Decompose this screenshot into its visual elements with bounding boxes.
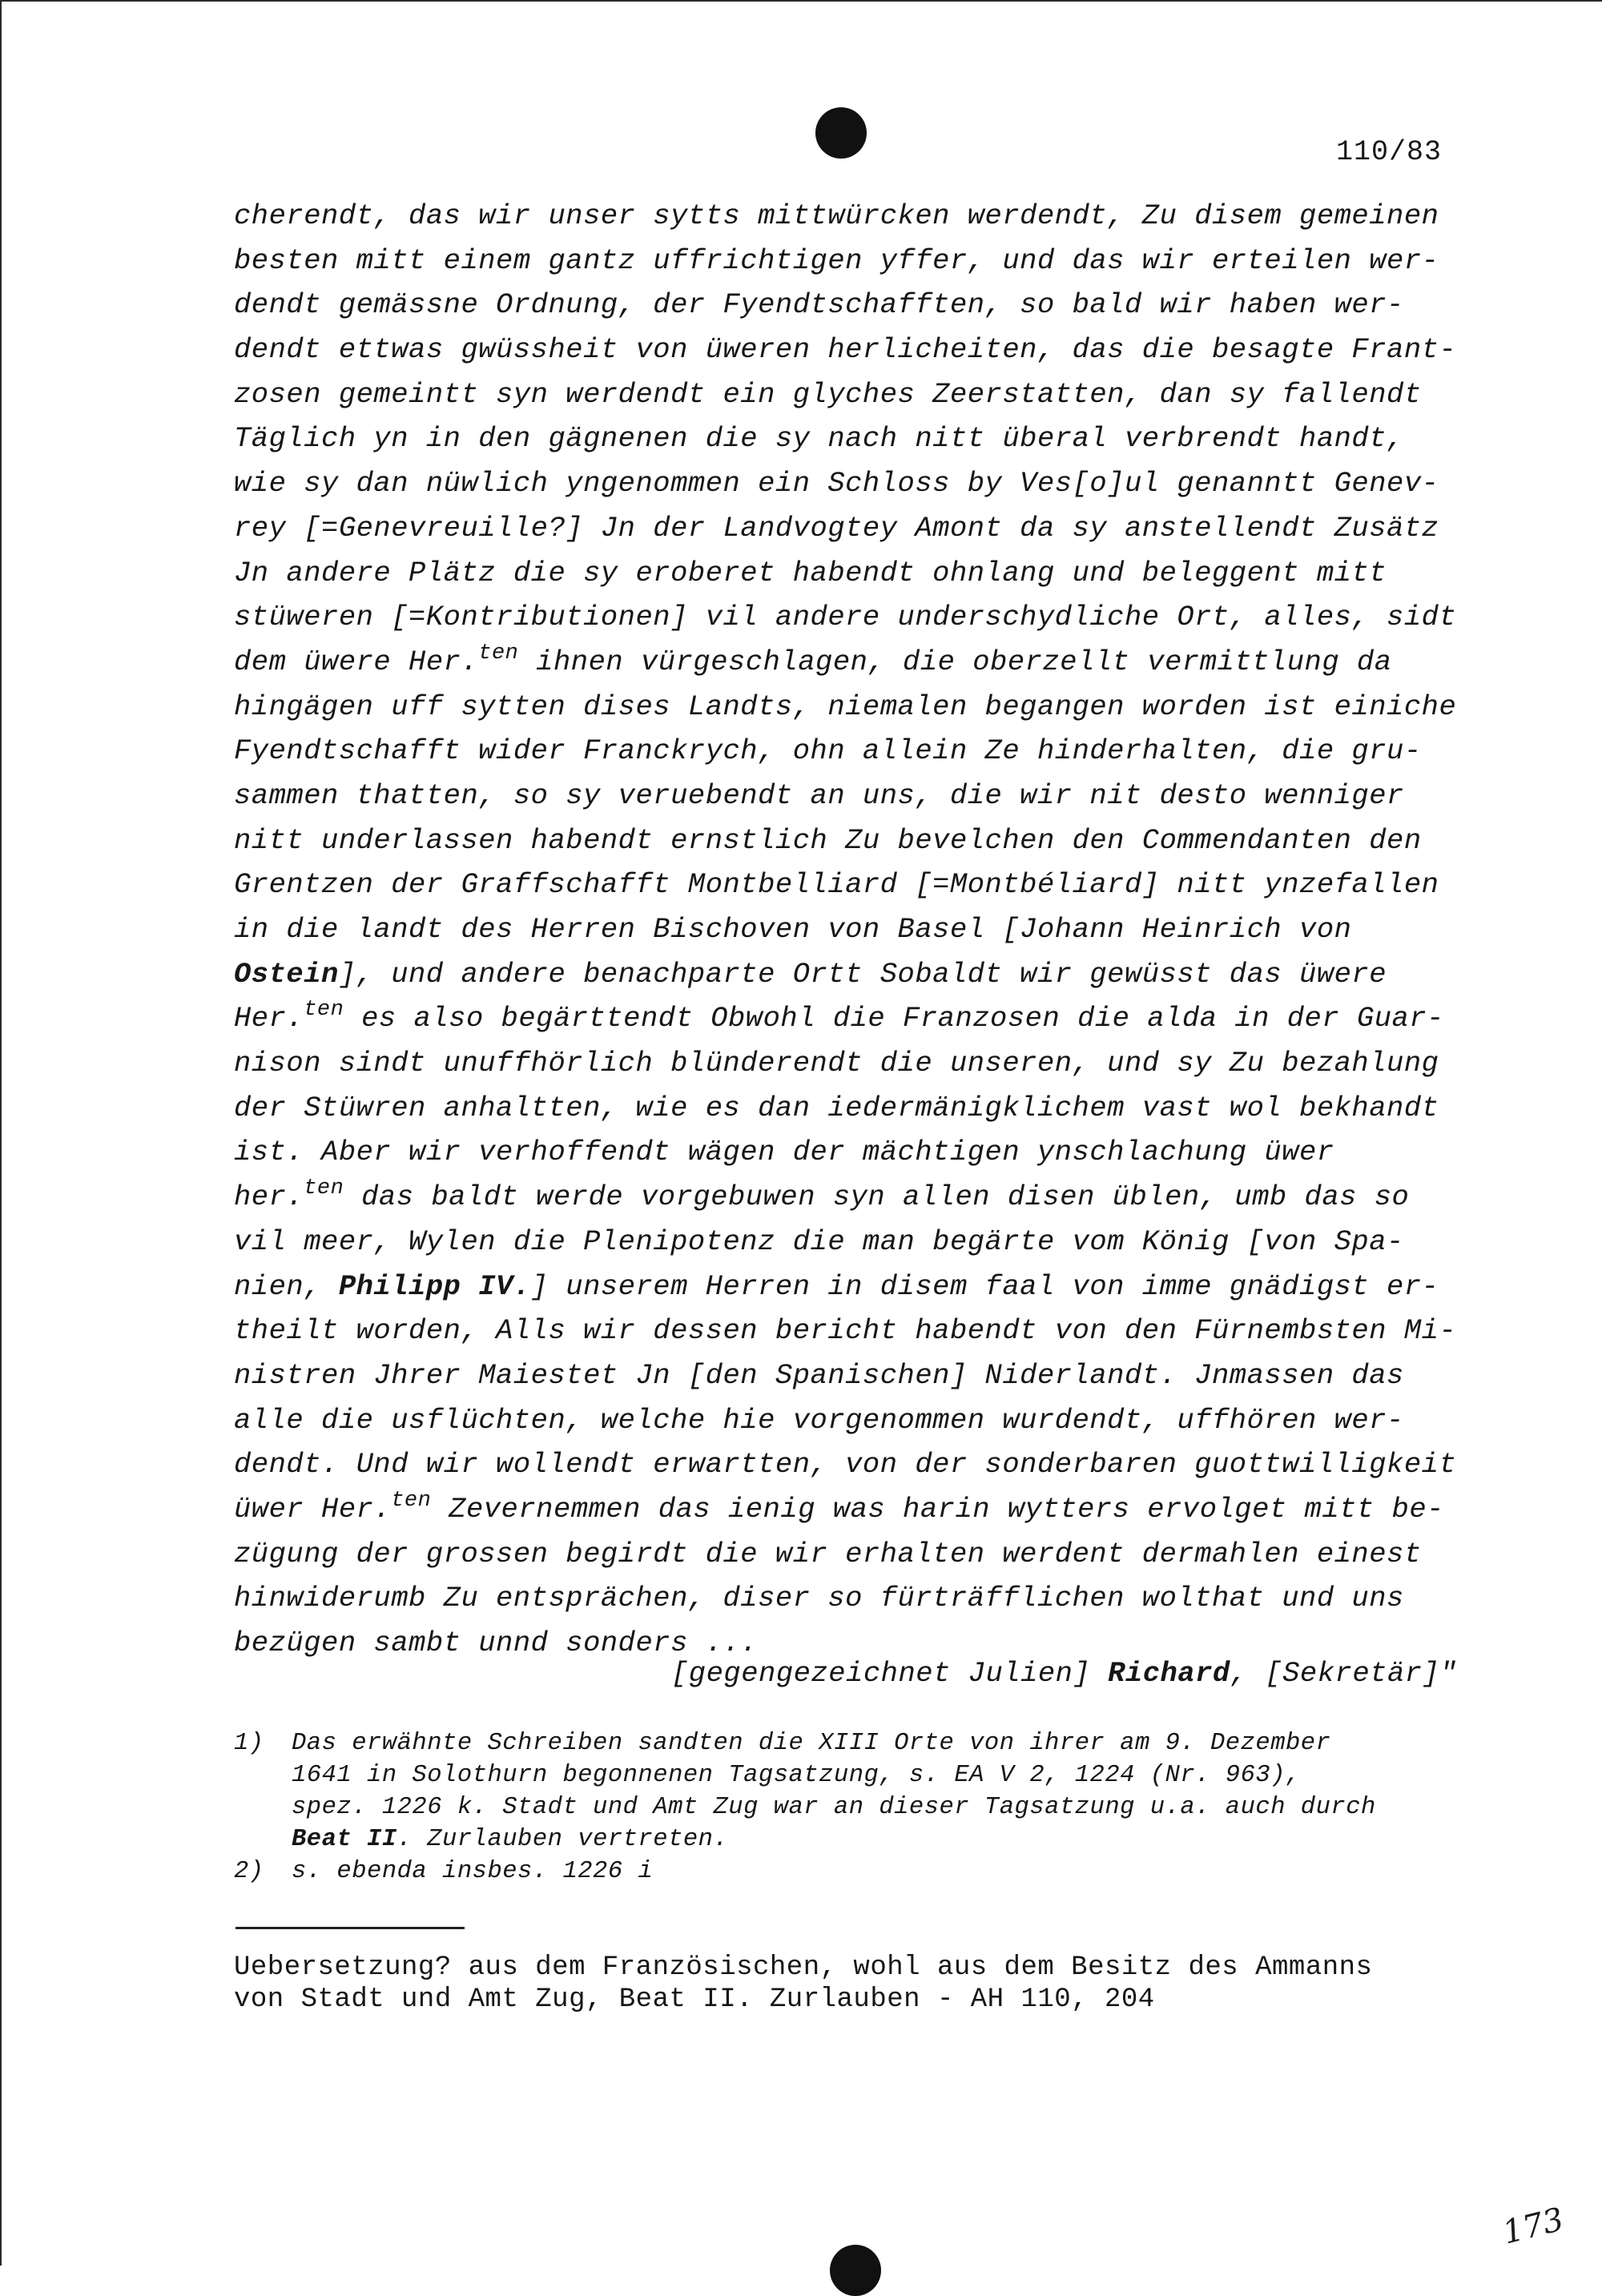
body-line: [234, 1487, 1467, 1532]
bold-name: Beat II: [292, 1826, 397, 1853]
body-line: stüweren [=Kontributionen] vil andere underschydliche Ort, alles, sidt: [234, 601, 1457, 634]
handwritten-folio-number: 173: [1499, 2201, 1568, 2252]
footnote-text-rest: . Zurlauben vertreten.: [396, 1826, 729, 1853]
footnote-text: spez. 1226 k. Stadt und Amt Zug war an dieser Tagsatzung u.a. auch durch: [292, 1794, 1376, 1821]
bold-name: Ostein: [234, 957, 339, 991]
superscript: ten: [304, 1176, 344, 1201]
body-line: nitt underlassen habendt ernstlich Zu bevelchen den Commendanten den: [234, 823, 1422, 857]
body-line: alle die usflüchten, welche hie vorgenommen wurdendt, uffhören wer-: [234, 1403, 1404, 1437]
superscript: ten: [391, 1488, 432, 1513]
bold-name: Philipp IV.: [338, 1269, 531, 1303]
footnote-text: Das erwähnte Schreiben sandten die XIII Orte von ihrer am 9. Dezember: [292, 1730, 1331, 1757]
body-line: ist. Aber wir verhoffendt wägen der mächtigen ynschlachung üwer: [234, 1136, 1334, 1169]
body-line: [234, 1175, 1467, 1220]
body-line: Jn andere Plätz die sy eroberet habendt ohnlang und beleggent mitt: [234, 556, 1387, 589]
body-line: rey [=Genevreuille?] Jn der Landvogtey Amont da sy anstellendt Zusätz: [234, 511, 1439, 545]
superscript: ten: [478, 641, 519, 665]
source-line: von Stadt und Amt Zug, Beat II. Zurlauben - AH 110, 204: [234, 1984, 1155, 2015]
body-line: der Stüwren anhaltten, wie es dan iedermänigklichem vast wol bekhandt: [234, 1091, 1439, 1124]
line-text: ] unserem Herren in disem faal von imme gnädigst er-: [530, 1269, 1439, 1303]
body-line: [234, 952, 1467, 997]
body-line: dendt gemässne Ordnung, der Fyendtschafften, so bald wir haben wer-: [234, 288, 1404, 322]
signature-prefix: [gegengezeichnet Julien]: [671, 1657, 1109, 1690]
footnote-2: [234, 1856, 1467, 1888]
letter-body: [234, 194, 1467, 1666]
body-line: bezügen sambt unnd sonders ...: [234, 1627, 759, 1659]
body-line: zosen gemeintt syn werdendt ein glyches Zeerstatten, dan sy fallendt: [234, 377, 1422, 411]
punch-hole-bottom: [830, 2245, 881, 2296]
body-line: nistren Jhrer Maiestet Jn [den Spanischen] Niderlandt. Jnmassen das: [234, 1358, 1404, 1392]
footnote-text: [234, 1824, 1467, 1856]
line-text: Her.: [234, 1002, 304, 1035]
body-line: zügung der grossen begirdt die wir erhalten werdent dermahlen einest: [234, 1537, 1422, 1570]
footnote-1: [234, 1727, 1467, 1856]
line-text: her.: [234, 1180, 304, 1214]
body-line: [234, 1265, 1467, 1309]
body-line: besten mitt einem gantz uffrichtigen yffer, und das wir erteilen wer-: [234, 243, 1439, 277]
body-line: dendt ettwas gwüssheit von üweren herlicheiten, das die besagte Frant-: [234, 333, 1457, 367]
body-line: cherendt, das wir unser sytts mittwürcken werdendt, Zu disem gemeinen: [234, 199, 1439, 232]
scan-edge-top: [0, 0, 1602, 2]
signature-line: [671, 1657, 1457, 1690]
body-line: nison sindt unuffhörlich blünderendt die unseren, und sy Zu bezahlung: [234, 1047, 1439, 1080]
signature-suffix: , [Sekretär]": [1230, 1657, 1458, 1690]
body-line: Täglich yn in den gägnenen die sy nach nitt überal verbrendt handt,: [234, 422, 1404, 456]
signature-name: Richard: [1108, 1657, 1230, 1690]
source-note: [234, 1952, 1483, 2016]
line-text: das baldt werde vorgebuwen syn allen disen üblen, umb das so: [344, 1180, 1410, 1214]
body-line: [234, 996, 1467, 1041]
footnote-text: 1641 in Solothurn begonnenen Tagsatzung, s. EA V 2, 1224 (Nr. 963),: [292, 1762, 1301, 1789]
body-line: [234, 640, 1467, 685]
body-line: Grentzen der Graffschafft Montbelliard [=Montbéliard] nitt ynzefallen: [234, 868, 1439, 902]
line-text: ihnen vürgeschlagen, die oberzellt vermittlung da: [518, 645, 1392, 678]
footnote-marker: 1): [234, 1730, 264, 1757]
line-text: Zevernemmen das ienig was harin wytters ervolget mitt be-: [431, 1492, 1444, 1526]
footnote-divider: [235, 1927, 465, 1929]
line-text: üwer Her.: [234, 1492, 392, 1526]
footnote-text: s. ebenda insbes. 1226 i: [292, 1858, 654, 1885]
body-line: sammen thatten, so sy veruebendt an uns, die wir nit desto wenniger: [234, 778, 1404, 812]
line-text: dem üwere Her.: [234, 645, 479, 678]
page-number: 110/83: [1336, 136, 1443, 168]
body-line: hinwiderumb Zu entsprächen, diser so fürträfflichen wolthat und uns: [234, 1582, 1404, 1615]
punch-hole-top: [815, 107, 867, 159]
body-line: vil meer, Wylen die Plenipotenz die man begärte vom König [von Spa-: [234, 1224, 1404, 1258]
footnote-marker: 2): [234, 1858, 264, 1885]
source-line: Uebersetzung? aus dem Französischen, wohl aus dem Besitz des Ammanns: [234, 1952, 1373, 1983]
line-text: es also begärttendt Obwohl die Franzosen die alda in der Guar-: [344, 1002, 1444, 1035]
footnotes: [234, 1727, 1467, 1888]
body-line: wie sy dan nüwlich yngenommen ein Schloss by Ves[o]ul genanntt Genev-: [234, 467, 1439, 501]
scan-edge-left: [0, 0, 2, 2266]
line-text: nien,: [234, 1269, 339, 1303]
line-text: ], und andere benachparte Ortt Sobaldt wir gewüsst das üwere: [338, 957, 1387, 991]
body-line: in die landt des Herren Bischoven von Basel [Johann Heinrich von: [234, 913, 1352, 946]
body-line: hingägen uff sytten dises Landts, niemalen begangen worden ist einiche: [234, 690, 1457, 723]
body-line: Fyendtschafft wider Franckrych, ohn allein Ze hinderhalten, die gru-: [234, 734, 1422, 768]
body-line: dendt. Und wir wollendt erwartten, von der sonderbaren guottwilligkeit: [234, 1448, 1457, 1482]
body-line: theilt worden, Alls wir dessen bericht habendt von den Fürnembsten Mi-: [234, 1314, 1457, 1348]
superscript: ten: [304, 998, 344, 1023]
